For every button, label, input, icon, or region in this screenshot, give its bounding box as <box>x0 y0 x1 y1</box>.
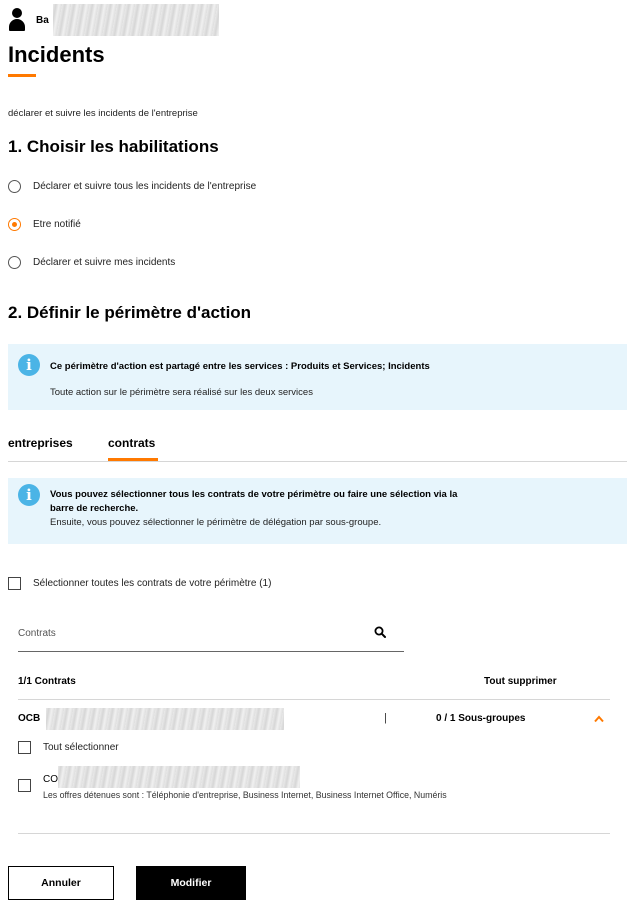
divider <box>18 699 610 700</box>
perimetre-tabs <box>8 430 627 462</box>
user-name: Ba <box>36 14 49 26</box>
info-box-shared-services <box>8 344 627 410</box>
cancel-button[interactable]: Annuler <box>8 866 114 900</box>
subgroup-offers: Les offres détenues sont : Téléphonie d'entreprise, Business Internet, Business Internet Office, Numéris <box>43 790 447 800</box>
info-selection-text: Ensuite, vous pouvez sélectionner le périmètre de délégation par sous-groupe. <box>50 517 382 528</box>
section-habilitations-title: 1. Choisir les habilitations <box>8 137 219 156</box>
contracts-count: 1/1 Contrats <box>18 676 76 687</box>
radio-option-notified[interactable] <box>8 218 81 231</box>
radio-option-my-incidents[interactable] <box>8 256 175 269</box>
radio-label: Déclarer et suivre tous les incidents de l'entreprise <box>33 181 257 192</box>
info-box-contract-selection <box>8 478 627 544</box>
separator: | <box>384 712 387 724</box>
select-all-subgroups-label: Tout sélectionner <box>43 742 119 753</box>
subgroup-prefix: CO <box>43 774 58 785</box>
info-selection-line2: barre de recherche. <box>50 503 139 514</box>
radio-option-all-incidents[interactable] <box>8 180 256 193</box>
info-icon: i <box>18 354 40 376</box>
redacted-user-name <box>53 4 219 36</box>
select-all-label: Sélectionner toutes les contrats de votre périmètre (1) <box>33 578 272 589</box>
contract-search-input[interactable] <box>18 628 358 639</box>
radio-button[interactable] <box>8 256 21 269</box>
info-icon: i <box>18 484 40 506</box>
contract-prefix: OCB <box>18 713 41 724</box>
chevron-up-icon[interactable] <box>594 714 604 724</box>
select-all-checkbox[interactable] <box>8 577 21 590</box>
tab-active-indicator <box>108 458 158 461</box>
user-bar <box>8 4 219 36</box>
select-all-subgroups-checkbox[interactable] <box>18 741 31 754</box>
subgroup-item[interactable] <box>18 779 43 792</box>
divider <box>18 833 610 834</box>
contract-row <box>18 708 610 730</box>
section-perimetre-title: 2. Définir le périmètre d'action <box>8 303 252 322</box>
radio-button[interactable] <box>8 180 21 193</box>
redacted-contract-name <box>46 708 284 730</box>
title-underline <box>8 74 36 77</box>
info-selection-line1: Vous pouvez sélectionner tous les contrats de votre périmètre ou faire une sélection via la <box>50 489 458 500</box>
info-shared-services-text: Toute action sur le périmètre sera réalisé sur les deux services <box>50 387 313 398</box>
select-all-subgroups[interactable] <box>18 741 119 754</box>
radio-button-selected[interactable] <box>8 218 21 231</box>
tab-contrats[interactable]: contrats <box>108 436 156 450</box>
info-shared-services-title: Ce périmètre d'action est partagé entre les services : Produits et Services; Incidents <box>50 361 430 372</box>
redacted-subgroup-name <box>58 766 300 788</box>
tab-entreprises[interactable]: entreprises <box>8 436 73 450</box>
subgroups-count: 0 / 1 Sous-groupes <box>436 713 526 724</box>
select-all-contracts[interactable] <box>8 577 271 590</box>
user-icon <box>8 8 26 32</box>
radio-label: Etre notifié <box>33 219 81 230</box>
page-title: Incidents <box>8 42 105 67</box>
modify-button[interactable]: Modifier <box>136 866 246 900</box>
contract-search <box>18 620 404 652</box>
radio-label: Déclarer et suivre mes incidents <box>33 257 176 268</box>
page-description: déclarer et suivre les incidents de l'entreprise <box>8 108 198 119</box>
remove-all-button[interactable]: Tout supprimer <box>484 676 557 687</box>
subgroup-checkbox[interactable] <box>18 779 31 792</box>
search-icon[interactable] <box>374 626 386 638</box>
